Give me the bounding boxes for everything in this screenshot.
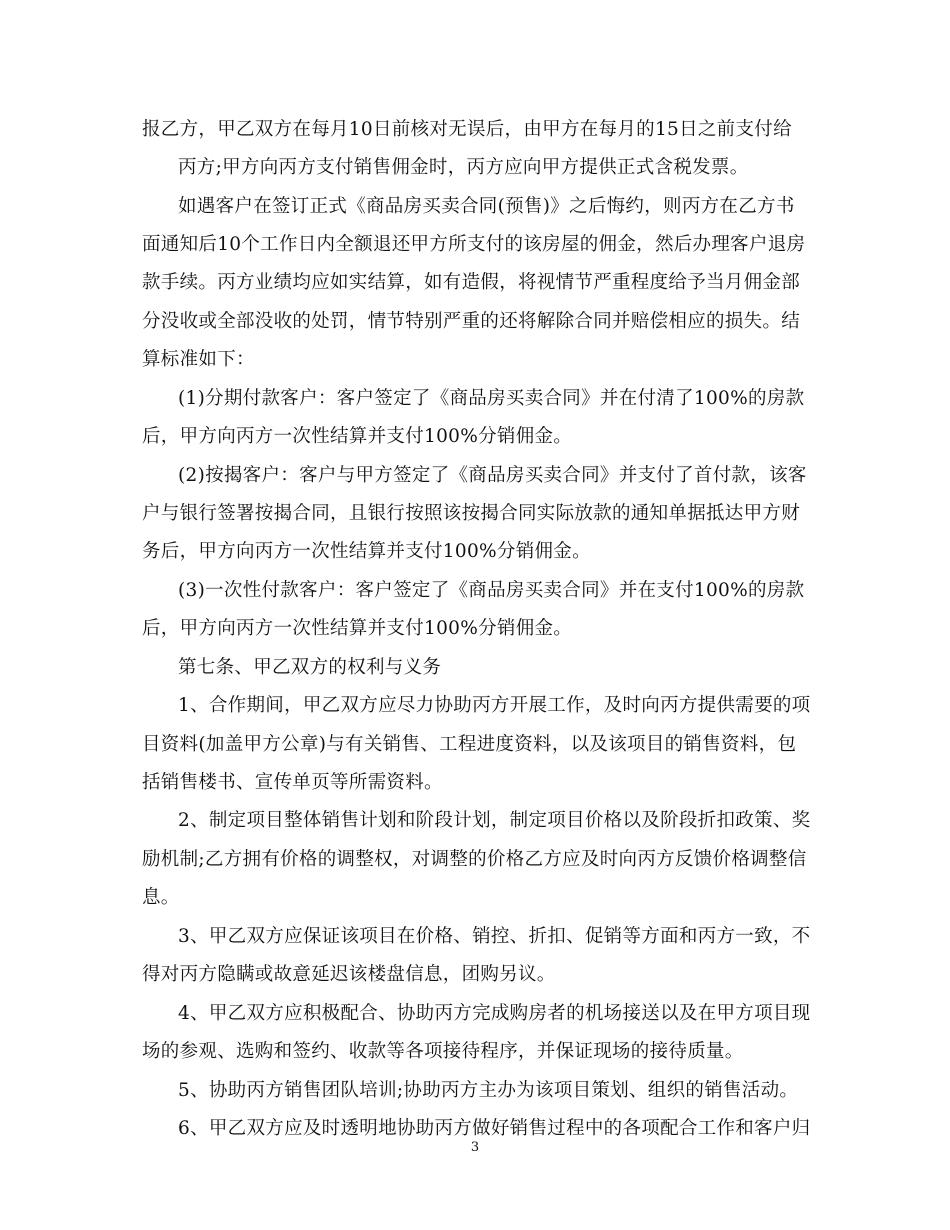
text-line: (2)按揭客户：客户与甲方签定了《商品房买卖合同》并支付了首付款，该客 [178,465,807,486]
text-line: 4、甲乙双方应积极配合、协助丙方完成购房者的机场接送以及在甲方项目现 [178,1003,811,1024]
text-line: 后，甲方向丙方一次性结算并支付100%分销佣金。 [142,618,573,639]
text-line: 励机制;乙方拥有价格的调整权，对调整的价格乙方应及时向丙方反馈价格调整信 [142,849,807,870]
text-line: 2、制定项目整体销售计划和阶段计划，制定项目价格以及阶段折扣政策、奖 [178,810,811,831]
text-line: 6、甲乙双方应及时透明地协助丙方做好销售过程中的各项配合工作和客户归 [178,1118,811,1139]
text-line: 算标准如下： [142,349,255,370]
text-line: 如遇客户在签订正式《商品房买卖合同(预售)》之后悔约，则丙方在乙方书 [178,196,795,217]
text-line: 面通知后10个工作日内全额退还甲方所支付的该房屋的佣金，然后办理客户退房 [142,234,806,255]
text-line: 目资料(加盖甲方公章)与有关销售、工程进度资料，以及该项目的销售资料，包 [142,734,797,755]
page-number: 3 [470,1140,480,1155]
text-line: 后，甲方向丙方一次性结算并支付100%分销佣金。 [142,426,573,447]
text-line: (1)分期付款客户：客户签定了《商品房买卖合同》并在付清了100%的房款 [178,388,805,409]
text-line: 款手续。丙方业绩均应如实结算，如有造假，将视情节严重程度给予当月佣金部 [142,272,801,293]
text-line: (3)一次性付款客户：客户签定了《商品房买卖合同》并在支付100%的房款 [178,580,805,601]
text-line: 报乙方，甲乙双方在每月10日前核对无误后，由甲方在每月的15日之前支付给 [142,119,792,140]
text-line: 户与银行签署按揭合同，且银行按照该按揭合同实际放款的通知单据抵达甲方财 [142,503,801,524]
text-line: 息。 [142,887,180,908]
text-line: 1、合作期间，甲乙双方应尽力协助丙方开展工作，及时向丙方提供需要的项 [178,695,811,716]
text-line: 分没收或全部没收的处罚，情节特别严重的还将解除合同并赔偿相应的损失。结 [142,311,801,332]
text-line: 5、协助丙方销售团队培训;协助丙方主办为该项目策划、组织的销售活动。 [178,1080,799,1101]
text-line: 场的参观、选购和签约、收款等各项接待程序，并保证现场的接待质量。 [142,1041,744,1062]
text-line: 务后，甲方向丙方一次性结算并支付100%分销佣金。 [142,541,591,562]
text-line: 得对丙方隐瞒或故意延迟该楼盘信息，团购另议。 [142,964,556,985]
text-line: 丙方;甲方向丙方支付销售佣金时，丙方应向甲方提供正式含税发票。 [178,157,749,178]
text-line: 3、甲乙双方应保证该项目在价格、销控、折扣、促销等方面和丙方一致，不 [178,926,811,947]
section-heading: 第七条、甲乙双方的权利与义务 [178,657,442,678]
text-line: 括销售楼书、宣传单页等所需资料。 [142,772,443,793]
